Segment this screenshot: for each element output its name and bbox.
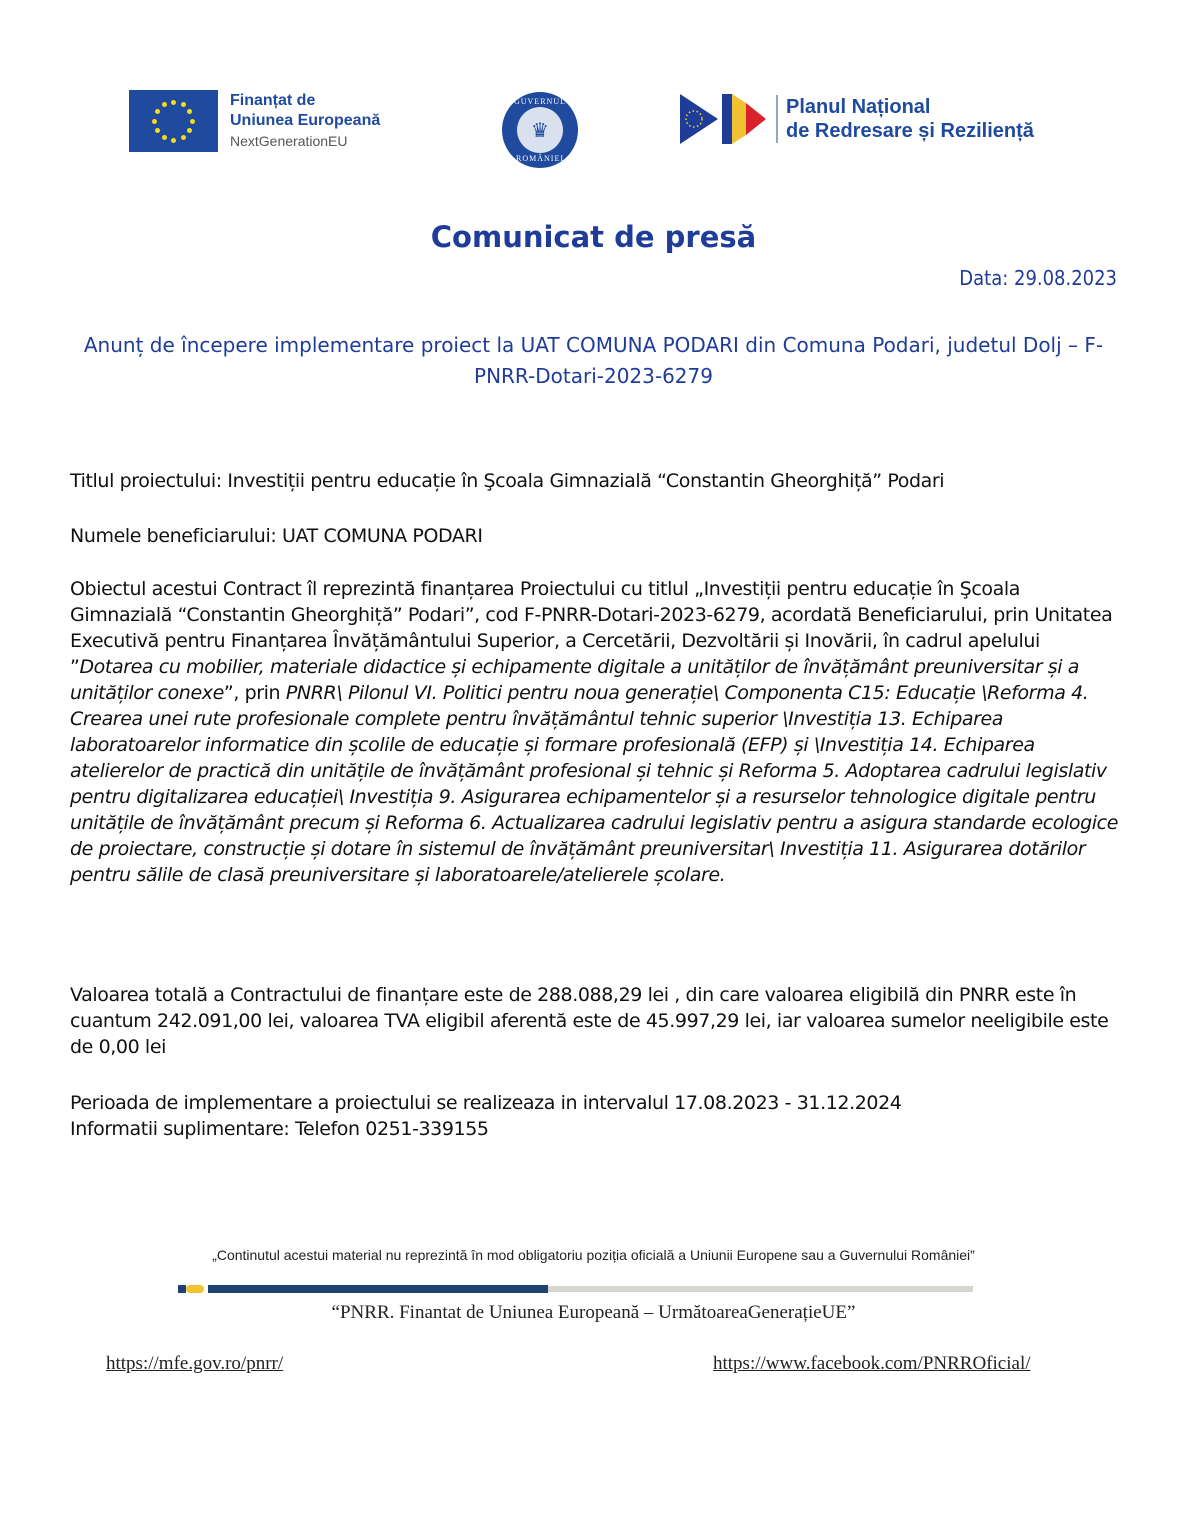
header-logos: [0, 84, 1187, 174]
additional-info: Informatii suplimentare: Telefon 0251-339155: [70, 1118, 489, 1140]
implementation-period: Perioada de implementare a proiectului se realizeaza in intervalul 17.08.2023 - 31.12.2024: [70, 1092, 902, 1114]
eu-logo-line1: Finanțat de: [230, 92, 316, 109]
footer-slogan: “PNRR. Finantat de Uniunea Europeană – UrmătoareaGenerațieUE”: [331, 1302, 856, 1323]
pnrr-logo-text: [776, 95, 1034, 143]
eu-logo-text: [230, 91, 380, 151]
romanian-coat-of-arms-icon: ♛: [517, 107, 563, 153]
seal-bottom-text: ROMÂNIEI: [516, 154, 564, 163]
page-title: Comunicat de presă: [430, 220, 757, 254]
government-seal: [502, 92, 578, 168]
contract-objective: [70, 576, 1120, 888]
document-date: Data: 29.08.2023: [959, 266, 1117, 290]
project-title: Titlul proiectului: Investiții pentru educație în Şcoala Gimnazială “Constantin Gheorghiță” Podari: [70, 470, 945, 492]
pnrr-logo-line1: Planul Național: [786, 96, 931, 118]
footer-disclaimer: „Continutul acestui material nu reprezintă în mod obligatoriu poziția oficială a Uniunii Europene sau a Guvernului României”: [212, 1247, 975, 1263]
facebook-pnrr-link[interactable]: https://www.facebook.com/PNRROficial/: [713, 1353, 1031, 1374]
beneficiary-name: Numele beneficiarului: UAT COMUNA PODARI: [70, 525, 483, 547]
footer-divider-bar: [178, 1285, 973, 1293]
implementation-period-block: [70, 1090, 1120, 1142]
pnrr-arrow-icon: [680, 94, 770, 144]
pnrr-logo: [680, 94, 1034, 144]
contract-value: Valoarea totală a Contractului de finanțare este de 288.088,29 lei , din care valoarea eligibilă din PNRR este în cuantum 242.091,00 lei, valoarea TVA eligibil aferentă este de 45.997,29 lei, iar valoarea sumelor neeligibile este de 0,00 lei: [70, 984, 1109, 1058]
pnrr-logo-line2: de Redresare și Reziliență: [786, 120, 1034, 142]
mfe-pnrr-link[interactable]: https://mfe.gov.ro/pnrr/: [106, 1353, 284, 1374]
program-details: PNRR\ Pilonul VI. Politici pentru noua generație\ Componenta C15: Educație \Reforma 4. Crearea unei rute profesionale complete pentru învățământul tehnic superior \Investiția 13. Echiparea laboratoarelor informatice din școlile de educație și formare profesională (EFP) și \Investiția 14. Echiparea atelierelor de practică din unitățile de învățământ profesional și tehnic și Reforma 5. Adoptarea cadrului legislativ pentru digitalizarea educației\ Investiția 9. Asigurarea echipamentelor și a resurselor tehnologice digitale pentru unitățile de învățământ precum și Reforma 6. Actualizarea cadrului legislativ pentru a asigura standarde ecologice de proiectare, construcție și dotare în sistemul de învățământ preuniversitar\ Investiția 11. Asigurarea dotărilor pentru sălile de clasă preuniversitare și laboratoarele/atelierele școlare.: [70, 682, 1118, 886]
eu-logo-line3: NextGenerationEU: [230, 133, 348, 149]
eu-logo-line2: Uniunea Europeană: [230, 112, 381, 129]
objective-intro: Obiectul acestui Contract îl reprezintă finanțarea Proiectului cu titlul „Investiții pentru educație în Şcoala Gimnazială “Constantin Gheorghiță” Podari”, cod F-PNRR-Dotari-2023-6279, acordată Beneficiarului, prin Unitatea Executivă pentru Finanțarea Învățământului Superior, a Cercetării, Dezvoltării și Inovării, în cadrul apelului ”: [70, 578, 1113, 678]
eu-funding-logo: [129, 90, 380, 152]
eu-flag-icon: [129, 90, 218, 152]
announcement-heading: Anunț de începere implementare proiect la UAT COMUNA PODARI din Comuna Podari, judetul Dolj – F-PNRR-Dotari-2023-6279: [83, 333, 1104, 388]
call-name: Dotarea cu mobilier, materiale didactice și echipamente digitale a unităților de învățământ preuniversitar și a unităților conexe: [70, 656, 1080, 704]
seal-top-text: GUVERNUL: [514, 97, 566, 106]
objective-mid: ”, prin: [223, 682, 286, 704]
